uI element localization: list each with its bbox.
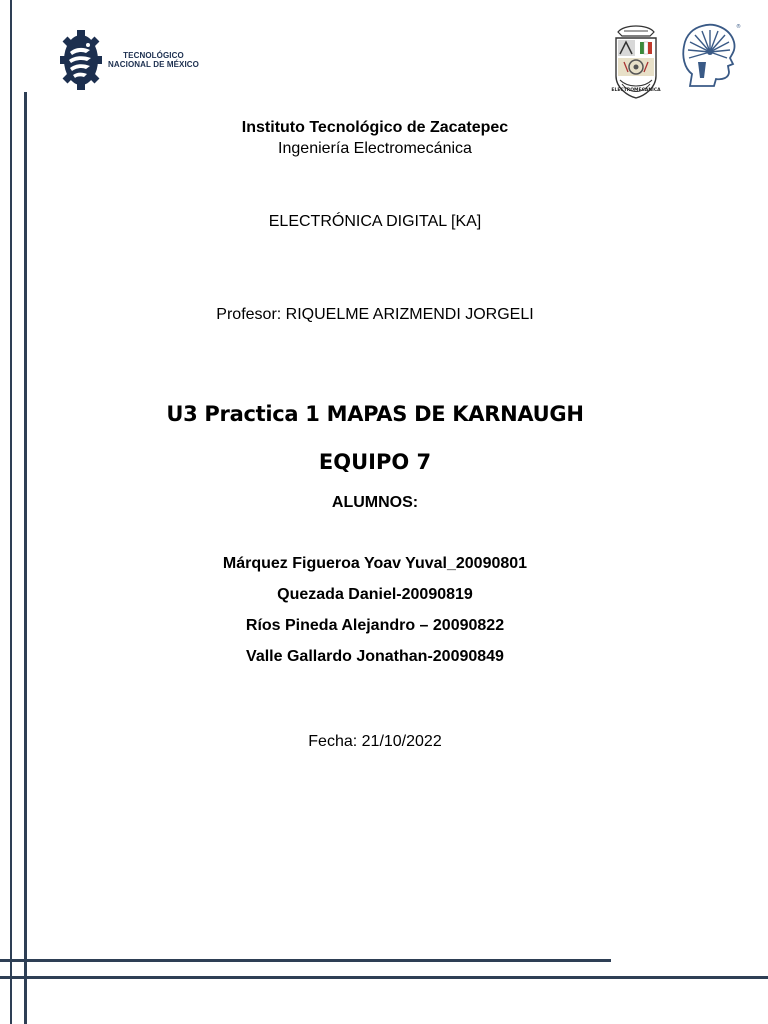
tecnm-logo-line1: TECNOLÓGICO [123, 51, 184, 60]
student-name: Márquez Figueroa Yoav Yuval_20090801 [222, 555, 528, 572]
career-name: Ingeniería Electromecánica [278, 140, 472, 157]
institution-name: Instituto Tecnológico de Zacatepec [241, 119, 509, 136]
document-date: Fecha: 21/10/2022 [308, 733, 442, 750]
electromecanica-shield-logo [610, 22, 662, 105]
svg-text:®: ® [736, 24, 741, 30]
electromecanica-shield-icon [610, 22, 662, 100]
team-name: EQUIPO 7 [318, 450, 432, 474]
students-label: ALUMNOS: [331, 494, 419, 511]
tecnm-logo-text [108, 51, 199, 69]
tecnm-logo [60, 30, 199, 90]
student-name: Ríos Pineda Alejandro – 20090822 [245, 617, 505, 634]
electromecanica-caption: ELECTROMECÁNICA [611, 88, 661, 93]
itz-head-icon [680, 22, 740, 88]
tecnm-gear-eagle-icon [60, 30, 102, 90]
student-name: Quezada Daniel-20090819 [277, 586, 473, 603]
subject-name: ELECTRÓNICA DIGITAL [KA] [268, 213, 482, 230]
tecnm-logo-line2: NACIONAL DE MÉXICO [108, 60, 199, 69]
itz-head-logo [680, 22, 740, 93]
bottom-lower-border-line [0, 976, 768, 979]
professor-name: Profesor: RIQUELME ARIZMENDI JORGELI [216, 306, 534, 323]
document-title: U3 Practica 1 MAPAS DE KARNAUGH [166, 402, 584, 426]
student-name: Valle Gallardo Jonathan-20090849 [246, 648, 504, 665]
bottom-upper-border-line [0, 959, 611, 962]
